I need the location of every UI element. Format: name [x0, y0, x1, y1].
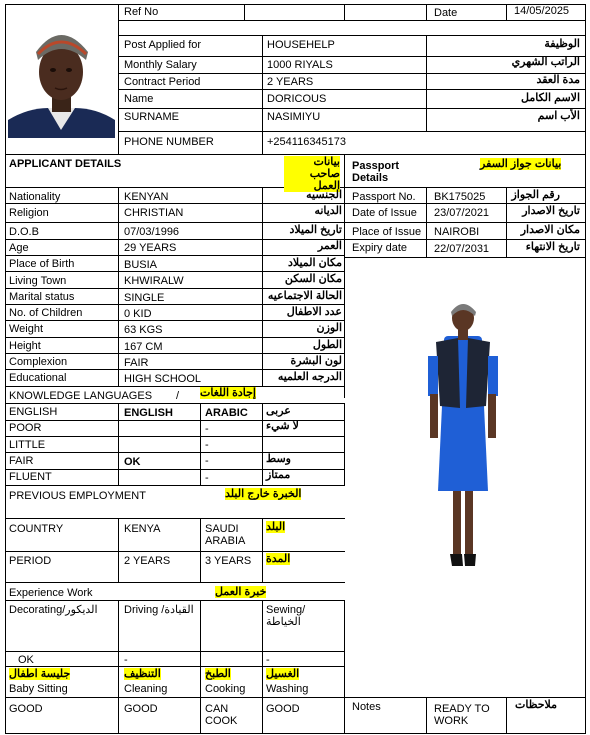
passport-no-label: Passport No. [352, 191, 416, 203]
religion-label-ar: الديانه [314, 205, 342, 217]
children-label-ar: عدد الاطفال [286, 306, 342, 318]
religion-label: Religion [9, 207, 49, 219]
issue-place-value: NAIROBI [434, 226, 480, 238]
name-label: Name [124, 93, 154, 105]
cleaning-label-ar: التنظيف [124, 668, 161, 680]
phone-label: PHONE NUMBER [124, 136, 214, 148]
salary-label: Monthly Salary [124, 59, 197, 71]
cooking-value: CAN COOK [205, 703, 238, 727]
children-label: No. of Children [9, 307, 83, 319]
expiry-date-value: 22/07/2031 [434, 243, 490, 255]
education-label: Educational [9, 372, 67, 384]
arabic-column-header-ar: عربى [266, 405, 291, 417]
cooking-label-ar: الطبخ [205, 668, 231, 680]
period-1: 2 YEARS [124, 555, 171, 567]
prev-employment-title: PREVIOUS EMPLOYMENT [9, 490, 146, 502]
sewing-value: - [266, 654, 270, 666]
dob-label-ar: تاريخ الميلاد [289, 224, 342, 236]
age-label-ar: العمر [317, 240, 342, 252]
lang-fair-arabic: - [205, 455, 209, 467]
lang-fluent-label: FLUENT [9, 471, 52, 483]
lang-fluent-ar: ممتاز [266, 469, 291, 481]
height-label-ar: الطول [312, 339, 342, 351]
height-value: 167 CM [124, 341, 163, 353]
ref-no-label: Ref No [124, 6, 159, 18]
passport-no-label-ar: رقم الجواز [511, 189, 560, 201]
applicant-details-title: APPLICANT DETAILS [9, 158, 122, 170]
lang-fair-english: OK [124, 456, 141, 468]
washing-label-ar: الغسيل [266, 668, 300, 680]
surname-label-ar: الأب اسم [537, 110, 580, 122]
arabic-column-header: ARABIC [205, 407, 248, 419]
post-label-ar: الوظيفة [544, 38, 580, 50]
lang-little-label: LITTLE [9, 439, 46, 451]
driving-label: Driving /القيادة [124, 604, 194, 616]
marital-status-label: Marital status [9, 291, 75, 303]
surname-value: NASIMIYU [267, 111, 321, 123]
lang-poor-label: POOR [9, 422, 42, 434]
lang-poor-arabic: - [205, 423, 209, 435]
notes-label: Notes [352, 701, 381, 713]
education-label-ar: الدرجه العلميه [277, 371, 342, 383]
weight-label: Weight [9, 323, 44, 335]
living-town-value: KHWIRALW [124, 275, 184, 287]
surname-label: SURNAME [124, 111, 180, 123]
expiry-date-label: Expiry date [352, 242, 408, 254]
issue-place-label: Place of Issue [352, 226, 422, 238]
experience-title-ar: خبرة العمل [215, 586, 267, 598]
contract-value: 2 YEARS [267, 76, 314, 88]
babysitting-label: Baby Sitting [9, 683, 68, 695]
age-value: 29 YEARS [124, 242, 177, 254]
washing-label: Washing [266, 683, 309, 695]
country-2: SAUDI ARABIA [205, 523, 246, 547]
living-town-label-ar: مكان السكن [284, 273, 342, 285]
passport-no-value: BK175025 [434, 191, 486, 203]
experience-title: Experience Work [9, 587, 93, 599]
age-label: Age [9, 242, 29, 254]
sewing-label: Sewing/ الخياطة [266, 604, 306, 628]
babysitting-value: GOOD [9, 703, 43, 715]
place-of-birth-label: Place of Birth [9, 258, 75, 270]
dob-value: 07/03/1996 [124, 226, 180, 238]
washing-value: GOOD [266, 703, 300, 715]
salary-value: 1000 RIYALS [267, 59, 333, 71]
prev-employment-title-ar: الخبرة خارج البلد [225, 488, 302, 500]
lang-poor-ar: لا شيء [266, 420, 299, 432]
notes-label-ar: ملاحظات [515, 699, 557, 711]
nationality-value: KENYAN [124, 191, 169, 203]
salary-label-ar: الراتب الشهري [511, 56, 580, 68]
applicant-full-body-photo [420, 296, 506, 570]
decorating-label: Decorating/الديكور [9, 604, 98, 616]
languages-slash: / [176, 390, 180, 402]
english-column-label: ENGLISH [9, 406, 58, 418]
english-column-header: ENGLISH [124, 407, 173, 419]
country-label: COUNTRY [9, 523, 64, 535]
cooking-label: Cooking [205, 683, 246, 695]
weight-label-ar: الوزن [316, 322, 342, 334]
issue-date-label-ar: تاريخ الاصدار [522, 205, 580, 217]
passport-details-title-ar: بيانات جواز السفر [480, 158, 562, 170]
country-1: KENYA [124, 523, 161, 535]
cleaning-label: Cleaning [124, 683, 168, 695]
name-value: DORICOUS [267, 93, 327, 105]
cleaning-value: GOOD [124, 703, 158, 715]
complexion-label-ar: لون البشرة [290, 355, 342, 367]
lang-fair-ar: وسط [266, 453, 291, 465]
nationality-label-ar: الجنسيه [306, 189, 342, 201]
applicant-headshot [8, 8, 115, 138]
phone-value: +254116345173 [267, 136, 347, 148]
date-value: 14/05/2025 [514, 5, 570, 17]
contract-label: Contract Period [124, 76, 201, 88]
driving-value: - [124, 654, 128, 666]
country-label-ar: البلد [266, 521, 286, 533]
passport-details-title: Passport Details [352, 160, 400, 184]
dob-label: D.O.B [9, 226, 39, 238]
lang-fluent-arabic: - [205, 472, 209, 484]
weight-value: 63 KGS [124, 324, 163, 336]
living-town-label: Living Town [9, 275, 67, 287]
notes-value: READY TO WORK [434, 703, 490, 727]
post-label: Post Applied for [124, 39, 202, 51]
lang-fair-label: FAIR [9, 455, 34, 467]
period-2: 3 YEARS [205, 555, 252, 567]
languages-title: KNOWLEDGE LANGUAGES [9, 390, 153, 402]
place-of-birth-label-ar: مكان الميلاد [287, 257, 342, 269]
complexion-label: Complexion [9, 356, 68, 368]
religion-value: CHRISTIAN [124, 207, 184, 219]
decorating-value: OK [18, 654, 34, 666]
issue-date-label: Date of Issue [352, 207, 417, 219]
lang-little-arabic: - [205, 439, 209, 451]
applicant-details-title-ar: بيانات صاحب العمل [284, 156, 340, 192]
name-label-ar: الاسم الكامل [521, 92, 580, 104]
place-of-birth-value: BUSIA [124, 259, 158, 271]
issue-date-value: 23/07/2021 [434, 207, 490, 219]
nationality-label: Nationality [9, 191, 61, 203]
expiry-date-label-ar: تاريخ الانتهاء [525, 241, 580, 253]
babysitting-label-ar: جليسة اطفال [9, 668, 71, 680]
contract-label-ar: مدة العقد [536, 74, 580, 86]
date-label: Date [434, 7, 458, 19]
issue-place-label-ar: مكان الاصدار [520, 224, 580, 236]
post-value: HOUSEHELP [267, 39, 335, 51]
children-value: 0 KID [124, 308, 152, 320]
marital-status-value: SINGLE [124, 292, 165, 304]
education-value: HIGH SCHOOL [124, 373, 202, 385]
marital-status-label-ar: الحالة الاجتماعيه [267, 290, 342, 302]
period-label-ar: المدة [266, 553, 291, 565]
complexion-value: FAIR [124, 357, 149, 369]
height-label: Height [9, 340, 41, 352]
languages-title-ar: إجادة اللغات [200, 387, 256, 399]
period-label: PERIOD [9, 555, 52, 567]
